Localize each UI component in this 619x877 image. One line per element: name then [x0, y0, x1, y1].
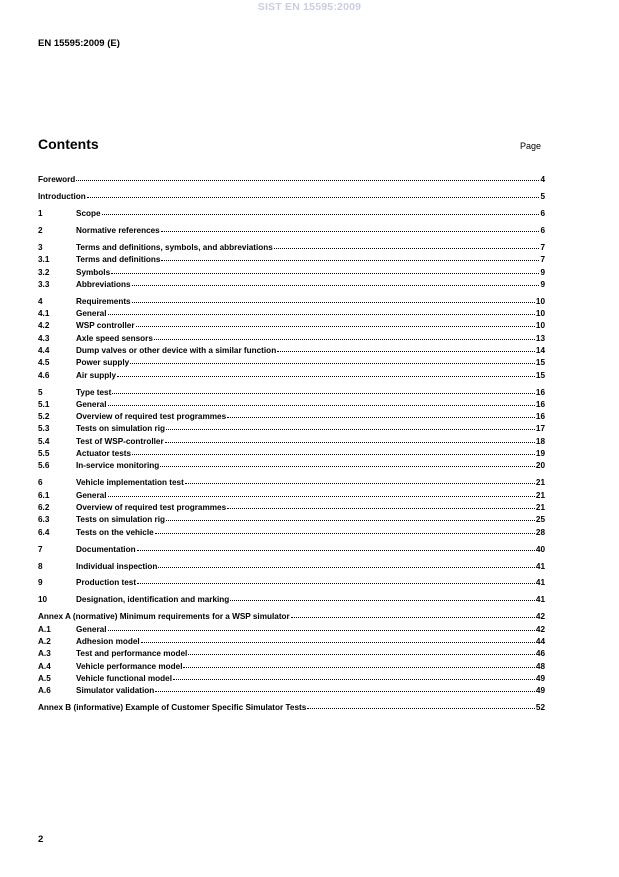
- toc-entry-number: 2: [38, 225, 43, 235]
- toc-entry-page: 6: [540, 225, 545, 235]
- toc-entry[interactable]: [38, 686, 545, 698]
- dot-leader: [166, 520, 535, 521]
- toc-entry-number: 4.4: [38, 346, 50, 355]
- toc-entry[interactable]: [38, 346, 545, 358]
- toc-entry-number: 6.3: [38, 515, 50, 525]
- toc-entry-number: 3: [38, 242, 43, 252]
- toc-entry-page: 28: [535, 527, 545, 537]
- toc-entry[interactable]: [38, 625, 545, 637]
- toc-entry-title: Vehicle implementation test: [76, 478, 184, 488]
- toc-entry[interactable]: [38, 268, 545, 280]
- toc-entry-number: A.1: [38, 624, 51, 634]
- dot-leader: [185, 483, 535, 484]
- toc-entry-number: 5.1: [38, 399, 50, 409]
- toc-entry-title: Dump valves or other device with a similar function: [76, 346, 277, 355]
- toc-entry-title: Requirements: [76, 296, 131, 306]
- dot-leader: [188, 654, 535, 655]
- toc-entry[interactable]: [38, 528, 545, 540]
- dot-leader: [132, 302, 535, 303]
- page-column-label: Page: [520, 141, 542, 151]
- toc-entry-number: 5: [38, 387, 43, 397]
- toc-entry[interactable]: [38, 175, 545, 187]
- toc-entry-title: Symbols: [76, 267, 111, 277]
- toc-entry-number: 4.2: [38, 321, 50, 331]
- dot-leader: [130, 363, 535, 364]
- toc-entry-title: Vehicle functional model: [76, 673, 172, 683]
- toc-entry[interactable]: [38, 449, 545, 461]
- toc-entry[interactable]: [38, 662, 545, 674]
- toc-entry-page: 5: [540, 191, 545, 201]
- toc-entry-page: 40: [535, 544, 545, 554]
- toc-entry-page: 41: [535, 595, 545, 605]
- toc-entry[interactable]: [38, 371, 545, 383]
- toc-entry-title: Power supply: [76, 358, 130, 368]
- contents-title: Contents: [38, 136, 99, 152]
- toc-entry-number: A.5: [38, 673, 51, 683]
- dot-leader: [108, 630, 535, 631]
- dot-leader: [76, 180, 539, 181]
- toc-entry[interactable]: [38, 424, 545, 436]
- dot-leader: [112, 393, 535, 394]
- toc-entry-page: 9: [540, 279, 545, 289]
- toc-entry-page: 52: [535, 703, 545, 713]
- toc-entry-title: Simulator validation: [76, 686, 155, 696]
- toc-entry-title: Tests on simulation rig: [76, 424, 166, 434]
- dot-leader: [227, 417, 535, 418]
- dot-leader: [166, 429, 535, 430]
- toc-entry-title: Introduction: [38, 191, 86, 201]
- toc-entry-number: 6.1: [38, 490, 50, 500]
- toc-entry[interactable]: [38, 209, 545, 221]
- toc-entry-title: Production test: [76, 578, 137, 588]
- toc-entry-page: 4: [540, 175, 545, 184]
- toc-entry-page: 42: [535, 624, 545, 634]
- dot-leader: [141, 642, 535, 643]
- dot-leader: [132, 454, 535, 455]
- toc-entry-page: 6: [540, 208, 545, 218]
- dot-leader: [117, 376, 535, 377]
- toc-entry[interactable]: [38, 243, 545, 255]
- toc-entry[interactable]: [38, 280, 545, 292]
- toc-entry[interactable]: [38, 334, 545, 346]
- toc-entry-title: Vehicle performance model: [76, 661, 183, 671]
- dot-leader: [108, 496, 535, 497]
- toc-entry[interactable]: [38, 297, 545, 309]
- toc-entry-page: 41: [535, 578, 545, 588]
- toc-entry-page: 15: [535, 358, 545, 368]
- toc-entry[interactable]: [38, 562, 545, 574]
- dot-leader: [111, 273, 539, 274]
- toc-entry-page: 17: [535, 424, 545, 434]
- toc-entry[interactable]: [38, 309, 545, 321]
- page-number: 2: [38, 834, 44, 845]
- dot-leader: [230, 600, 535, 601]
- toc-entry[interactable]: [38, 226, 545, 238]
- dot-leader: [137, 550, 535, 551]
- toc-entry-page: 7: [540, 255, 545, 265]
- dot-leader: [173, 679, 535, 680]
- toc-entry-number: 10: [38, 595, 48, 605]
- toc-entry-page: 49: [535, 673, 545, 683]
- toc-entry-number: 6.4: [38, 527, 50, 537]
- toc-entry-title: Type test: [76, 387, 112, 397]
- toc-entry-title: General: [76, 309, 107, 319]
- toc-entry-title: In-service monitoring: [76, 461, 160, 471]
- toc-entry-title: Annex B (informative) Example of Customer Specific Simulator Tests: [38, 703, 307, 713]
- toc-entry-title: General: [76, 624, 107, 634]
- toc-entry-page: 48: [535, 661, 545, 671]
- dot-leader: [161, 260, 539, 261]
- document-id: EN 15595:2009 (E): [38, 38, 120, 49]
- toc-entry-title: Adhesion model: [76, 637, 140, 647]
- toc-entry[interactable]: [38, 400, 545, 412]
- dot-leader: [102, 214, 540, 215]
- toc-entry[interactable]: [38, 192, 545, 204]
- toc-entry-number: 5.4: [38, 436, 50, 446]
- table-of-contents: [38, 175, 545, 716]
- toc-entry-title: General: [76, 399, 107, 409]
- toc-entry-title: Actuator tests: [76, 449, 132, 459]
- dot-leader: [274, 248, 540, 249]
- toc-entry-title: Tests on simulation rig: [76, 515, 166, 525]
- toc-entry-page: 20: [535, 461, 545, 471]
- toc-entry[interactable]: [38, 578, 545, 590]
- toc-entry-title: Abbreviations: [76, 279, 131, 289]
- dot-leader: [227, 508, 535, 509]
- toc-entry-page: 21: [535, 490, 545, 500]
- toc-entry-page: 18: [535, 436, 545, 446]
- toc-entry-title: Axle speed sensors: [76, 333, 153, 343]
- toc-entry-title: Overview of required test programmes: [76, 502, 227, 512]
- toc-entry[interactable]: [38, 612, 545, 624]
- toc-entry-page: 16: [535, 387, 545, 397]
- toc-entry-page: 10: [535, 296, 545, 306]
- toc-entry[interactable]: [38, 388, 545, 400]
- toc-entry-title: Foreword: [38, 175, 76, 184]
- toc-entry-page: 10: [535, 321, 545, 331]
- toc-entry-title: Designation, identification and marking: [76, 595, 230, 605]
- dot-leader: [165, 442, 535, 443]
- toc-entry-page: 25: [535, 515, 545, 525]
- dot-leader: [155, 691, 535, 692]
- toc-entry-title: Annex A (normative) Minimum requirements for a WSP simulator: [38, 612, 290, 622]
- toc-entry-page: 14: [535, 346, 545, 355]
- dot-leader: [154, 339, 535, 340]
- toc-entry-title: Terms and definitions: [76, 255, 161, 265]
- toc-entry-number: 4.3: [38, 333, 50, 343]
- toc-entry-page: 9: [540, 267, 545, 277]
- toc-entry-number: 4.5: [38, 358, 50, 368]
- toc-entry[interactable]: [38, 595, 545, 607]
- toc-entry-page: 16: [535, 399, 545, 409]
- toc-entry-page: 15: [535, 370, 545, 380]
- toc-entry[interactable]: [38, 649, 545, 661]
- toc-entry[interactable]: [38, 412, 545, 424]
- toc-entry-number: A.4: [38, 661, 51, 671]
- toc-entry[interactable]: [38, 503, 545, 515]
- toc-entry[interactable]: [38, 358, 545, 370]
- toc-entry[interactable]: [38, 255, 545, 267]
- toc-entry-page: 49: [535, 686, 545, 696]
- toc-entry-title: Overview of required test programmes: [76, 412, 227, 422]
- toc-entry-number: 8: [38, 561, 43, 571]
- dot-leader: [277, 351, 535, 352]
- toc-entry-number: 3.1: [38, 255, 50, 265]
- toc-entry[interactable]: [38, 637, 545, 649]
- toc-entry-number: 5.6: [38, 461, 50, 471]
- toc-entry-page: 7: [540, 242, 545, 252]
- dot-leader: [87, 197, 540, 198]
- toc-entry[interactable]: [38, 461, 545, 473]
- toc-entry-number: A.2: [38, 637, 51, 647]
- toc-entry-number: 4.6: [38, 370, 50, 380]
- toc-entry[interactable]: [38, 478, 545, 490]
- toc-entry-page: 44: [535, 637, 545, 647]
- toc-entry-title: Air supply: [76, 370, 117, 380]
- toc-entry-number: 6: [38, 478, 43, 488]
- dot-leader: [183, 667, 534, 668]
- toc-entry-number: 4: [38, 296, 43, 306]
- toc-entry-page: 21: [535, 478, 545, 488]
- toc-entry-title: WSP controller: [76, 321, 135, 331]
- toc-entry-title: Documentation: [76, 544, 136, 554]
- dot-leader: [132, 285, 540, 286]
- toc-entry-title: Test of WSP-controller: [76, 436, 164, 446]
- dot-leader: [108, 405, 535, 406]
- toc-entry-number: 7: [38, 544, 43, 554]
- toc-entry-number: A.6: [38, 686, 51, 696]
- toc-entry-number: 3.3: [38, 279, 50, 289]
- toc-entry-number: A.3: [38, 649, 51, 659]
- watermark: SIST EN 15595:2009: [257, 1, 362, 13]
- toc-entry[interactable]: [38, 515, 545, 527]
- toc-entry-title: Tests on the vehicle: [76, 527, 154, 537]
- dot-leader: [137, 583, 535, 584]
- toc-entry-title: General: [76, 490, 107, 500]
- dot-leader: [161, 231, 540, 232]
- toc-entry-page: 21: [535, 502, 545, 512]
- toc-entry-number: 9: [38, 578, 43, 588]
- toc-entry-number: 3.2: [38, 267, 50, 277]
- toc-entry-page: 13: [535, 333, 545, 343]
- dot-leader: [155, 533, 535, 534]
- toc-entry-number: 1: [38, 208, 43, 218]
- toc-entry[interactable]: [38, 703, 545, 715]
- toc-entry-title: Terms and definitions, symbols, and abbreviations: [76, 242, 273, 252]
- toc-entry-page: 19: [535, 449, 545, 459]
- toc-entry-number: 5.2: [38, 412, 50, 422]
- dot-leader: [136, 326, 535, 327]
- toc-entry-number: 6.2: [38, 502, 50, 512]
- dot-leader: [291, 617, 535, 618]
- dot-leader: [108, 314, 535, 315]
- toc-entry-page: 42: [535, 612, 545, 622]
- toc-entry-number: 4.1: [38, 309, 50, 319]
- toc-entry[interactable]: [38, 674, 545, 686]
- toc-entry[interactable]: [38, 491, 545, 503]
- toc-entry-number: 5.5: [38, 449, 50, 459]
- toc-entry-page: 10: [535, 309, 545, 319]
- toc-entry-title: Scope: [76, 208, 101, 218]
- toc-entry[interactable]: [38, 321, 545, 333]
- toc-entry-number: 5.3: [38, 424, 50, 434]
- toc-entry[interactable]: [38, 545, 545, 557]
- toc-entry-page: 46: [535, 649, 545, 659]
- toc-entry-title: Normative references: [76, 225, 160, 235]
- dot-leader: [307, 708, 535, 709]
- toc-entry-page: 16: [535, 412, 545, 422]
- toc-entry[interactable]: [38, 437, 545, 449]
- toc-entry-title: Individual inspection: [76, 561, 158, 571]
- dot-leader: [158, 567, 534, 568]
- toc-entry-title: Test and performance model: [76, 649, 188, 659]
- dot-leader: [160, 466, 535, 467]
- toc-entry-page: 41: [535, 561, 545, 571]
